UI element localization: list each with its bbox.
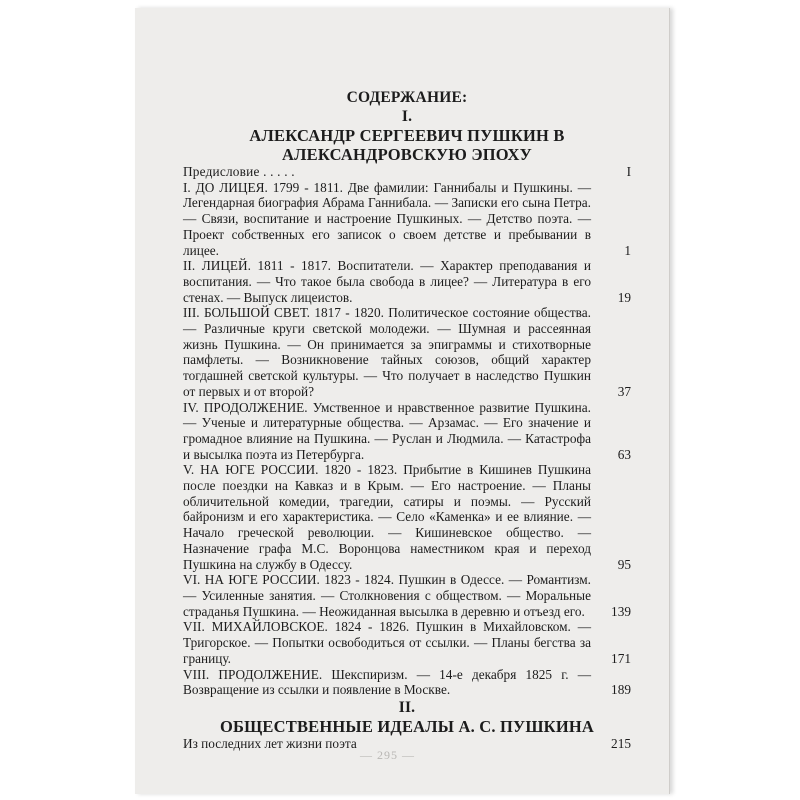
toc-entry-text: VI. НА ЮГЕ РОССИИ. 1823 - 1824. Пушкин в Одессе. — Романтизм. — Усиленные занятия. — Столкновения с обществом. — Моральные страданья Пушкина. — Неожиданная высылка в деревню и отъезд его.	[183, 572, 591, 619]
toc-entry-page: 215	[611, 735, 631, 751]
toc-entry-chapter-5[interactable]	[183, 462, 631, 572]
toc-entry-text: V. НА ЮГЕ РОССИИ. 1820 - 1823. Прибытие в Кишинев Пушкина после поездки на Кавказ и в Крым. — Его настроение. — Планы обличительной комедии, трагедии, сатиры и поэмы. — Русский байронизм и его характеристика. — Село «Каменка» и ее влияние. — Начало греческой революции. — Кишиневское общество. — Назначение графа М.С. Воронцова наместником края и переход Пушкина на службу в Одессу.	[183, 462, 591, 572]
toc-entry-chapter-1[interactable]	[183, 180, 631, 259]
part-2-numeral: II.	[398, 698, 416, 716]
toc-entry-page: I	[626, 164, 631, 179]
toc-entry-page: 95	[617, 556, 631, 572]
toc-entry-page: 189	[611, 682, 631, 698]
part-2-title: ОБЩЕСТВЕННЫЕ ИДЕАЛЫ А. С. ПУШКИНА	[219, 716, 595, 736]
toc-entry-preface[interactable]	[183, 164, 631, 180]
toc-entry-page: 1	[624, 242, 631, 258]
part-1-title: АЛЕКСАНДР СЕРГЕЕВИЧ ПУШКИН В АЛЕКСАНДРОВСКУЮ ЭПОХУ	[249, 126, 565, 164]
page-number: — 295 —	[360, 748, 415, 762]
toc-entry-text: VII. МИХАЙЛОВСКОЕ. 1824 - 1826. Пушкин в Михайловском. — Тригорское. — Попытки освободиться от ссылки. — Планы бегства за границу.	[183, 619, 591, 666]
toc-entry-page: 139	[611, 603, 631, 619]
toc-entry-text: II. ЛИЦЕЙ. 1811 - 1817. Воспитатели. — Характер преподавания и воспитания. — Что такое была свобода в лицее? — Литература в его стенах. — Выпуск лицеистов.	[183, 258, 591, 305]
toc-entry-text: IV. ПРОДОЛЖЕНИЕ. Умственное и нравственное развитие Пушкина. — Ученые и литературные общества. — Арзамас. — Его значение и громадное влияние на Пушкина. — Руслан и Людмила. — Катастрофа и высылка поэта из Петербурга.	[183, 399, 591, 462]
toc-entry-text: III. БОЛЬШОЙ СВЕТ. 1817 - 1820. Политическое состояние общества. — Различные круги светской молодежи. — Шумная и рассеянная жизнь Пушкина. — Он принимается за эпиграммы и стихотворные памфлеты. — Возникновение тайных союзов, общий характер тогдашней светской культуры. — Что получает в наследство Пушкин от первых и от второй?	[183, 305, 591, 399]
table-of-contents	[183, 88, 631, 752]
toc-entry-page: 63	[617, 446, 631, 462]
toc-entry-text: Предисловие . . . . .	[183, 164, 295, 179]
toc-entry-text: VIII. ПРОДОЛЖЕНИЕ. Шекспиризм. — 14-е декабря 1825 г. — Возвращение из ссылки и появление в Москве.	[183, 666, 591, 698]
toc-entry-text: Из последних лет жизни поэта	[183, 735, 357, 751]
toc-entry-page: 37	[617, 383, 631, 399]
toc-entry-chapter-7[interactable]	[183, 619, 631, 666]
toc-entry-chapter-3[interactable]	[183, 305, 631, 399]
toc-entry-chapter-8[interactable]	[183, 667, 631, 698]
toc-heading: СОДЕРЖАНИЕ:	[346, 89, 468, 106]
toc-entry-page: 19	[617, 289, 631, 305]
toc-entry-text: I. ДО ЛИЦЕЯ. 1799 - 1811. Две фамилии: Ганнибалы и Пушкины. — Легендарная биография Абрама Ганнибала. — Записки его сына Петра. — Связи, воспитание и настроение Пушкиных. — Детство поэта. — Проект собственных его записок о своем детстве и пребывании в лицее.	[183, 179, 591, 258]
toc-entry-chapter-4[interactable]	[183, 400, 631, 463]
toc-entry-chapter-2[interactable]	[183, 258, 631, 305]
toc-entry-chapter-6[interactable]	[183, 572, 631, 619]
part-1-numeral: I.	[401, 108, 413, 125]
toc-entry-page: 171	[611, 650, 631, 666]
